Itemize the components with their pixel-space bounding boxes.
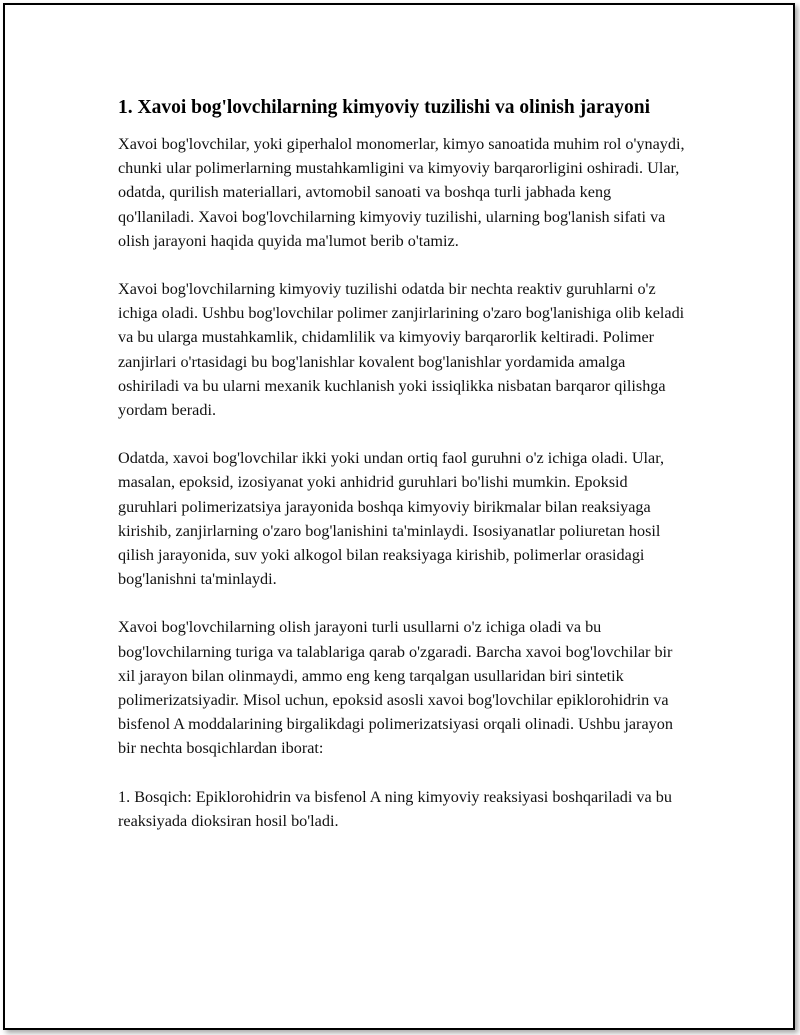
paragraph-structure: Xavoi bog'lovchilarning kimyoviy tuzilishi odatda bir nechta reaktiv guruhlarni o'z ichiga oladi. Ushbu bog'lovchilar polimer zanjirlarining o'zaro bog'lanishiga olib keladi va bu ularga mustahkamlik, chidamlilik va kimyoviy barqarorlik keltiradi. Polimer zanjirlari o'rtasidagi bu bog'lanishlar kovalent bog'lanishlar yordamida amalga oshiriladi va bu ularni mexanik kuchlanish yoki issiqlikka nisbatan barqaror qilishga yordam beradi. [118,280,685,420]
paragraph-functional-groups: Odatda, xavoi bog'lovchilar ikki yoki undan ortiq faol guruhni o'z ichiga oladi. Ular, masalan, epoksid, izosiyanat yoki anhidrid guruhlari bo'lishi mumkin. Epoksid guruhlari polimerizatsiya jarayonida boshqa kimyoviy birikmalar bilan reaksiyaga kirishib, zanjirlarning o'zaro bog'lanishini ta'minlaydi. Isosiyanatlar poliuretan hosil qilish jarayonida, suv yoki alkogol bilan reaksiyaga kirishib, polimerlar orasidagi bog'lanishni ta'minlaydi. [118,449,664,589]
document-body [118,95,688,857]
section-heading: 1. Xavoi bog'lovchilarning kimyoviy tuzilishi va olinish jarayoni [118,97,650,118]
paragraph-intro: Xavoi bog'lovchilar, yoki giperhalol monomerlar, kimyo sanoatida muhim rol o'ynaydi, chunki ular polimerlarning mustahkamligini va kimyoviy barqarorligini oshiradi. Ular, odatda, qurilish materiallari, avtomobil sanoati va boshqa turli jabhada keng qo'llaniladi. Xavoi bog'lovchilarning kimyoviy tuzilishi, ularning bog'lanish sifati va olish jarayoni haqida quyida ma'lumot berib o'tamiz. [118,135,685,250]
paragraph-production: Xavoi bog'lovchilarning olish jarayoni turli usullarni o'z ichiga oladi va bu bog'lovchilarning turiga va talablariga qarab o'zgaradi. Barcha xavoi bog'lovchilar bir xil jarayon bilan olinmaydi, ammo eng keng tarqalgan usullaridan biri sintetik polimerizatsiyadir. Misol uchun, epoksid asosli xavoi bog'lovchilar epiklorohidrin va bisfenol A moddalarining birgalikdagi polimerizatsiyasi orqali olinadi. Ushbu jarayon bir nechta bosqichlardan iborat: [118,618,673,758]
paragraph-step-1: 1. Bosqich: Epiklorohidrin va bisfenol A ning kimyoviy reaksiyasi boshqariladi va bu reaksiyada dioksiran hosil bo'ladi. [118,787,672,830]
